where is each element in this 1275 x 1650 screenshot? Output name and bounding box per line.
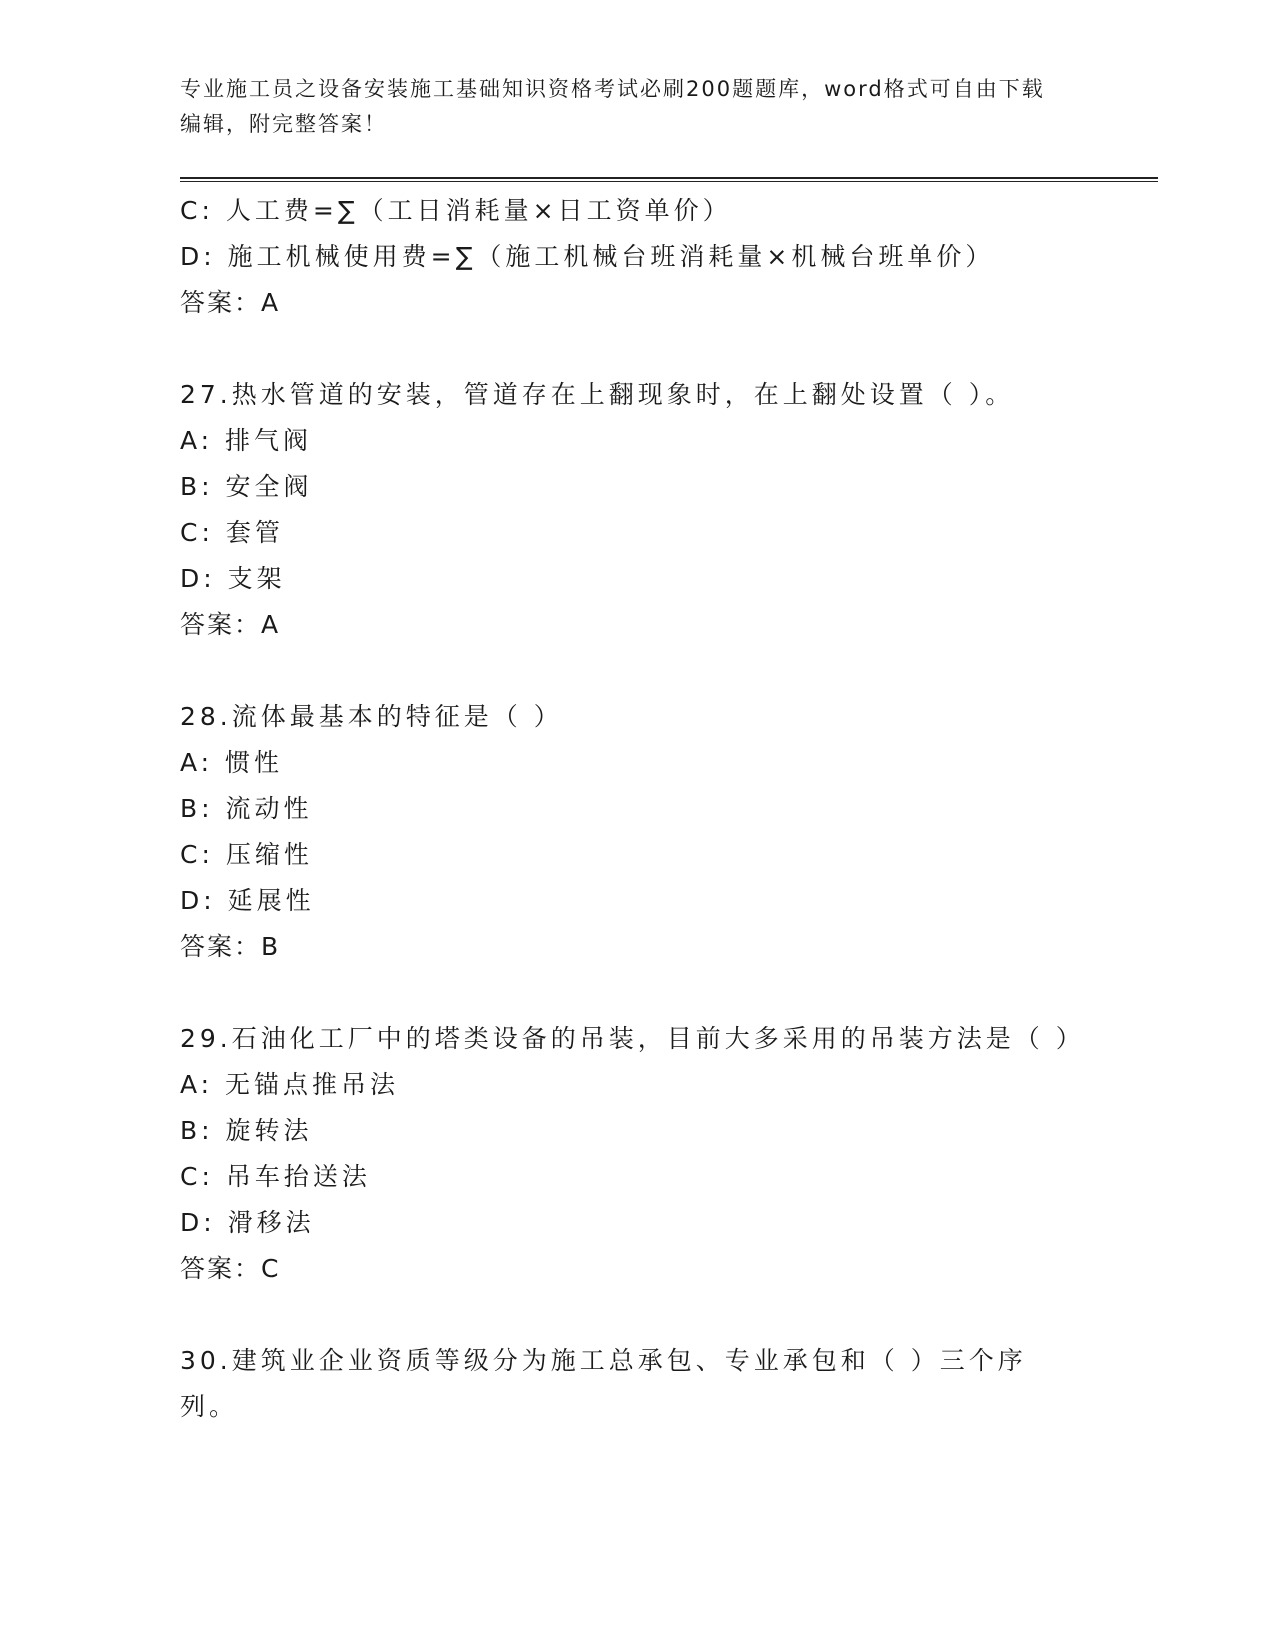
answer-line: 答案：B xyxy=(180,932,281,961)
spacer xyxy=(180,326,1080,372)
answer-line: 答案：A xyxy=(180,288,281,317)
option-a: A: 无锚点推吊法 xyxy=(180,1070,400,1099)
header-text: 专业施工员之设备安装施工基础知识资格考试必刷200题题库，word格式可自由下载编辑，附完整答案！ xyxy=(180,77,1045,136)
question-list xyxy=(180,188,1085,1430)
spacer xyxy=(180,1292,1080,1338)
option-d: D: 延展性 xyxy=(180,886,315,915)
document-header xyxy=(180,72,1060,142)
spacer xyxy=(180,648,1080,694)
question-stem-28: 28.流体最基本的特征是（ ） xyxy=(180,702,563,731)
question-stem-27: 27.热水管道的安装，管道存在上翻现象时，在上翻处设置（ ）。 xyxy=(180,380,1015,409)
question-stem-29: 29.石油化工厂中的塔类设备的吊装，目前大多采用的吊装方法是（ ） xyxy=(180,1024,1085,1053)
option-c: C: 吊车抬送法 xyxy=(180,1162,371,1191)
option-b: B: 流动性 xyxy=(180,794,313,823)
option-c: C: 人工费=∑（工日消耗量×日工资单价） xyxy=(180,196,732,225)
option-d: D: 施工机械使用费=∑（施工机械台班消耗量×机械台班单价） xyxy=(180,242,995,271)
spacer xyxy=(180,970,1080,1016)
answer-line: 答案：C xyxy=(180,1254,281,1283)
header-divider xyxy=(180,177,1158,182)
option-c: C: 套管 xyxy=(180,518,284,547)
option-d: D: 支架 xyxy=(180,564,286,593)
option-a: A: 惯性 xyxy=(180,748,284,777)
option-a: A: 排气阀 xyxy=(180,426,313,455)
option-c: C: 压缩性 xyxy=(180,840,313,869)
option-b: B: 安全阀 xyxy=(180,472,313,501)
option-d: D: 滑移法 xyxy=(180,1208,315,1237)
option-b: B: 旋转法 xyxy=(180,1116,313,1145)
answer-line: 答案：A xyxy=(180,610,281,639)
question-stem-30: 30.建筑业企业资质等级分为施工总承包、专业承包和（ ）三个序列。 xyxy=(180,1346,1027,1421)
